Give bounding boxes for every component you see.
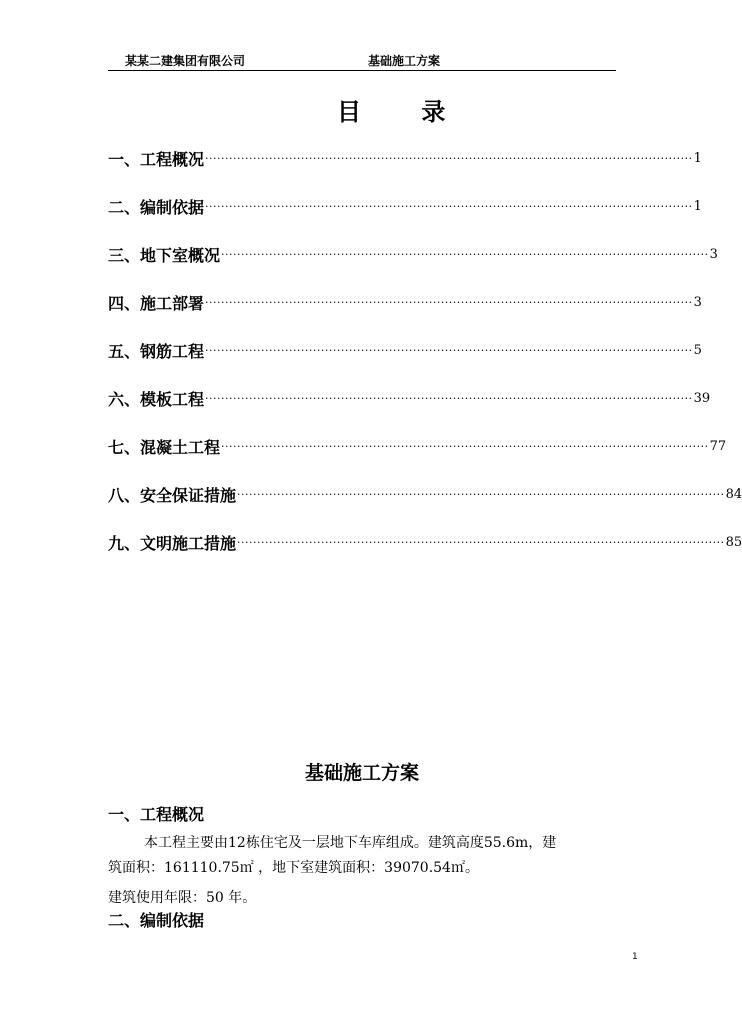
toc-entry-label: 七、混凝土工程 [108, 437, 221, 457]
toc-entry-page: 5 [693, 342, 702, 358]
toc-leader-dots: ·························································································································· [237, 535, 725, 549]
toc-entry-label: 五、钢筋工程 [108, 341, 205, 361]
toc-entry-label: 二、编制依据 [108, 197, 205, 217]
page-number: 1 [632, 952, 638, 962]
toc-entry-label: 六、模板工程 [108, 389, 205, 409]
toc-entry-page: 85 [725, 534, 742, 550]
body-paragraph [108, 831, 638, 881]
toc-leader-dots: ·························································································································· [221, 439, 709, 453]
toc-entry [108, 339, 702, 361]
toc-entry-page: 3 [709, 246, 718, 262]
toc-entry [108, 483, 742, 505]
toc-entry [108, 147, 702, 169]
toc-entry-label: 一、工程概况 [108, 149, 205, 169]
toc-entry-label: 九、文明施工措施 [108, 533, 237, 553]
toc-leader-dots: ·························································································································· [205, 199, 693, 213]
header-doc-title: 基础施工方案 [368, 54, 441, 68]
toc-entry-label: 四、施工部署 [108, 293, 205, 313]
toc-entry-page: 1 [693, 198, 702, 214]
toc-entry-page: 77 [709, 438, 727, 454]
toc-leader-dots: ·························································································································· [237, 487, 725, 501]
paragraph-line [108, 831, 638, 856]
toc-leader-dots: ·························································································································· [205, 151, 693, 165]
toc-entry-label: 八、安全保证措施 [108, 485, 237, 505]
toc-entry [108, 435, 727, 457]
toc-leader-dots: ·························································································································· [205, 295, 693, 309]
toc-entry [108, 531, 742, 553]
paragraph-line-text: 本工程主要由12栋住宅及一层地下车库组成。建筑高度55.6m，建 [144, 835, 557, 851]
toc-entry [108, 291, 702, 313]
toc-entry-page: 39 [693, 390, 711, 406]
body-paragraph: 建筑使用年限：50 年。 [108, 890, 257, 906]
toc-entry-page: 84 [725, 486, 742, 502]
toc-leader-dots: ·························································································································· [205, 343, 693, 357]
section-heading: 二、编制依据 [108, 911, 205, 930]
toc-entry-page: 3 [693, 294, 702, 310]
page-header [108, 50, 616, 71]
toc-entry [108, 195, 702, 217]
document-title: 基础施工方案 [304, 762, 419, 784]
toc-entry-label: 三、地下室概况 [108, 245, 221, 265]
toc-title: 目 录 [337, 98, 472, 126]
toc-entry [108, 387, 711, 409]
toc-leader-dots: ·························································································································· [221, 247, 709, 261]
toc-entry-page: 1 [693, 150, 702, 166]
toc-leader-dots: ·························································································································· [205, 391, 693, 405]
header-company: 某某二建集团有限公司 [125, 54, 246, 68]
section-heading: 一、工程概况 [108, 805, 205, 824]
paragraph-line: 筑面积：161110.75㎡ ，地下室建筑面积：39070.54㎡。 [108, 860, 479, 876]
toc-entry [108, 243, 718, 265]
